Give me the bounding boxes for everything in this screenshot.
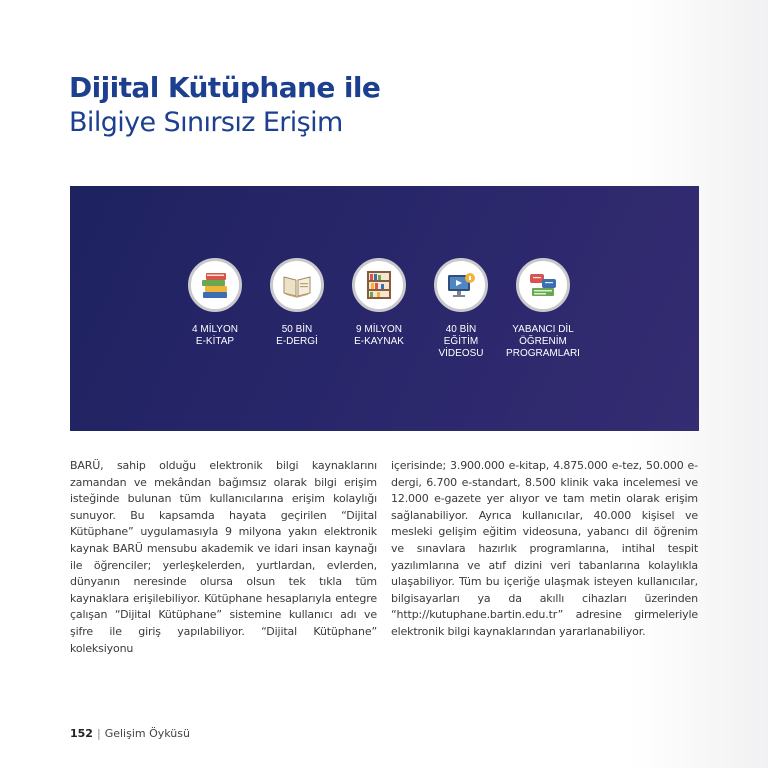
stat-language-label: YABANCI DİL ÖĞRENİM PROGRAMLARI bbox=[506, 324, 580, 359]
stats-banner bbox=[70, 186, 699, 431]
stat-ejournals bbox=[252, 258, 342, 348]
stat-ebooks bbox=[170, 258, 260, 348]
books-stack-icon bbox=[188, 258, 242, 312]
bookshelf-icon bbox=[352, 258, 406, 312]
footer-separator: | bbox=[96, 727, 101, 740]
section-title: Gelişim Öyküsü bbox=[104, 727, 190, 740]
page-title bbox=[69, 71, 380, 141]
body-text-left: BARÜ, sahip olduğu elektronik bilgi kaynaklarını zamandan ve mekândan bağımsız olarak bilgi erişim isteğinde bulunan tüm kullanıcılarına erişim kolaylığı sunuyor. Bu kapsamda hayata geçirilen “Dijital Kütüphane” uygulamasıyla 9 milyona yakın elektronik kaynak BARÜ mensubu akademik ve idari insan kaynağı ile öğrenciler; yerleşkelerden, yurtlardan, evlerden, dünyanın neresinde olursa olsun tek tıkla tüm kaynaklara erişilebiliyor. Kütüphane hesaplarıyla entegre çalışan “Dijital Kütüphane” sistemine kullanıcı adı ve şifre ile giriş yapılabiliyor. “Dijital Kütüphane” koleksiyonu bbox=[70, 459, 377, 655]
stat-ebooks-label: 4 MİLYON E-KİTAP bbox=[192, 324, 238, 347]
stat-videos-label: 40 BİN EĞİTİM VİDEOSU bbox=[438, 324, 484, 359]
stat-ejournals-label: 50 BİN E-DERGİ bbox=[276, 324, 318, 347]
page-title-line-2: Bilgiye Sınırsız Erişim bbox=[69, 107, 343, 138]
stat-language bbox=[498, 258, 588, 360]
page-footer bbox=[70, 727, 190, 740]
stat-eresources-label: 9 MİLYON E-KAYNAK bbox=[354, 324, 404, 347]
page-number: 152 bbox=[70, 727, 93, 740]
body-text-right: içerisinde; 3.900.000 e-kitap, 4.875.000 e-tez, 50.000 e-dergi, 6.700 e-standart, 8.500 klinik vaka incelemesi ve 12.000 e-gazete yer alıyor ve tam metin olarak erişim sağlanabiliyor. Ayrıca kullanıcılar, 40.000 kişisel ve mesleki gelişim eğitim videosuna, yabancı dil öğrenim ve sınavlara hazırlık programlarına, intihal tespit yazılımlarına ve atıf dizini veri tabanlarına kolaylıkla ulaşabiliyor. Tüm bu içeriğe ulaşmak isteyen kullanıcılar, bilgisayarları ya da akıllı cihazları üzerinden “http://kutuphane.bartin.edu.tr” adresine girmeleriyle elektronik bilgi kaynaklarından yararlanabiliyor. bbox=[391, 459, 698, 638]
stat-eresources bbox=[334, 258, 424, 348]
open-magazine-icon bbox=[270, 258, 324, 312]
language-learning-icon bbox=[516, 258, 570, 312]
page-title-line-1: Dijital Kütüphane ile bbox=[69, 71, 381, 104]
stat-videos bbox=[416, 258, 506, 360]
video-monitor-icon bbox=[434, 258, 488, 312]
